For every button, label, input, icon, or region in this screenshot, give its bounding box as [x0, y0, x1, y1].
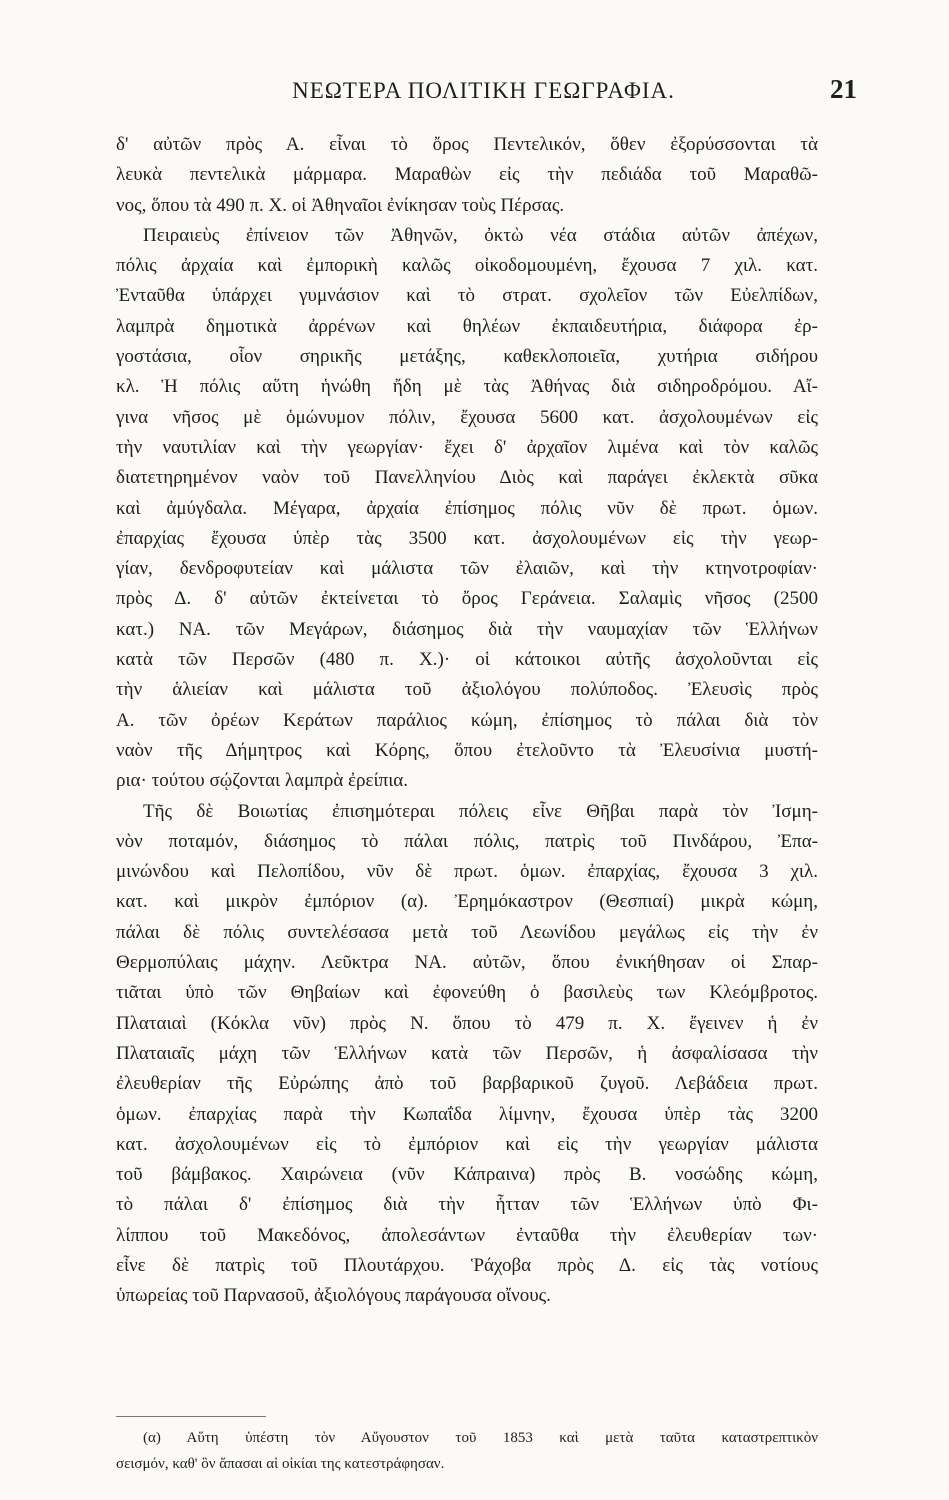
- text-line: διατετηρημένον ναὸν τοῦ Πανελληνίου Διὸς καὶ παράγει ἐκλεκτὰ σῦκα: [116, 467, 818, 489]
- text-line: νος, ὅπου τὰ 490 π. Χ. οἱ Ἀθηναῖοι ἐνίκησαν τοὺς Πέρσας.: [116, 194, 565, 216]
- text-line: κλ. Ἡ πόλις αὕτη ἡνώθη ἤδη μὲ τὰς Ἀθήνας διὰ σιδηροδρόμου. Αἴ-: [116, 376, 818, 398]
- main-text: [116, 130, 818, 1312]
- text-line: Ἐνταῦθα ὑπάρχει γυμνάσιον καὶ τὸ στρατ. σχολεῖον τῶν Εὐελπίδων,: [116, 285, 818, 307]
- text-line: Πλαταιαὶ (Κόκλα νῦν) πρὸς Ν. ὅπου τὸ 479 π. Χ. ἔγεινεν ἡ ἐν: [116, 1012, 818, 1034]
- text-line: γοστάσια, οἷον σηρικῆς μετάξης, καθεκλοποιεῖα, χυτήρια σιδήρου: [116, 346, 818, 368]
- footnote-line: (α) Αὕτη ὑπέστη τὸν Αὔγουστον τοῦ 1853 καὶ μετὰ ταῦτα καταστρεπτικὸν: [143, 1430, 818, 1446]
- page-header: [110, 74, 857, 114]
- text-line: Πειραιεὺς ἐπίνειον τῶν Ἀθηνῶν, ὀκτὼ νέα στάδια αὐτῶν ἀπέχων,: [143, 224, 818, 246]
- text-line: Πλαταιαῖς μάχη τῶν Ἑλλήνων κατὰ τῶν Περσῶν, ἡ ἀσφαλίσασα τὴν: [116, 1042, 818, 1064]
- text-line: πόλις ἀρχαία καὶ ἐμπορικὴ καλῶς οἰκοδομουμένη, ἔχουσα 7 χιλ. κατ.: [116, 255, 818, 277]
- text-line: Α. τῶν ὀρέων Κεράτων παράλιος κώμη, ἐπίσημος τὸ πάλαι διὰ τὸν: [116, 709, 818, 731]
- text-line: δ' αὐτῶν πρὸς Α. εἶναι τὸ ὄρος Πεντελικόν, ὅθεν ἐξορύσσονται τὰ: [116, 134, 818, 155]
- text-line: τιᾶται ὑπὸ τῶν Θηβαίων καὶ ἐφονεύθη ὁ βασιλεὺς των Κλεόμβροτος.: [116, 982, 818, 1004]
- text-line: τὴν ναυτιλίαν καὶ τὴν γεωργίαν· ἔχει δ' ἀρχαῖον λιμένα καὶ τὸν καλῶς: [116, 436, 818, 458]
- text-line: ἐπαρχίας ἔχουσα ὑπὲρ τὰς 3500 κατ. ἀσχολουμένων εἰς τὴν γεωρ-: [116, 527, 818, 549]
- text-line: ὑπωρείας τοῦ Παρνασοῦ, ἀξιολόγους παράγουσα οἴνους.: [116, 1285, 551, 1307]
- text-line: κατ. ἀσχολουμένων εἰς τὸ ἐμπόριον καὶ εἰς τὴν γεωργίαν μάλιστα: [116, 1133, 818, 1155]
- text-line: εἶνε δὲ πατρὶς τοῦ Πλουτάρχου. Ῥάχοβα πρὸς Δ. εἰς τὰς νοτίους: [116, 1254, 818, 1276]
- text-line: ἐλευθερίαν τῆς Εὐρώπης ἀπὸ τοῦ βαρβαρικοῦ ζυγοῦ. Λεβάδεια πρωτ.: [116, 1073, 818, 1095]
- page-number: 21: [830, 74, 857, 104]
- text-line: ὁμων. ἐπαρχίας παρὰ τὴν Κωπαΐδα λίμνην, ἔχουσα ὑπὲρ τὰς 3200: [116, 1103, 818, 1125]
- text-line: γίαν, δενδροφυτείαν καὶ μάλιστα τῶν ἐλαιῶν, καὶ τὴν κτηνοτροφίαν·: [116, 558, 818, 580]
- text-line: κατ. καὶ μικρὸν ἐμπόριον (α). Ἐρημόκαστρον (Θεσπιαί) μικρὰ κώμη,: [116, 891, 818, 913]
- text-line: λίππου τοῦ Μακεδόνος, ἀπολεσάντων ἐνταῦθα τὴν ἐλευθερίαν των·: [116, 1224, 818, 1246]
- text-line: ναὸν τῆς Δήμητρος καὶ Κόρης, ὅπου ἐτελοῦντο τὰ Ἐλευσίνια μυστή-: [116, 739, 818, 761]
- text-line: καὶ ἀμύγδαλα. Μέγαρα, ἀρχαία ἐπίσημος πόλις νῦν δὲ πρωτ. ὁμων.: [116, 497, 818, 519]
- text-line: πάλαι δὲ πόλις συντελέσασα μετὰ τοῦ Λεωνίδου μεγάλως εἰς τὴν ἐν: [116, 921, 818, 943]
- footnote-rule: [116, 1416, 266, 1417]
- text-line: λαμπρὰ δημοτικὰ ἀρρένων καὶ θηλέων ἐκπαιδευτήρια, διάφορα ἐρ-: [116, 315, 818, 337]
- text-line: ρια· τούτου σῴζονται λαμπρὰ ἐρείπια.: [116, 770, 409, 792]
- text-line: τὴν ἁλιείαν καὶ μάλιστα τοῦ ἀξιολόγου πολύποδος. Ἐλευσὶς πρὸς: [116, 679, 818, 701]
- text-line: κατ.) ΝΑ. τῶν Μεγάρων, διάσημος διὰ τὴν ναυμαχίαν τῶν Ἑλλήνων: [116, 618, 818, 640]
- running-title: ΝΕΩΤΕΡΑ ΠΟΛΙΤΙΚΗ ΓΕΩΓΡΑΦΙΑ.: [292, 78, 675, 103]
- footnote-line: σεισμόν, καθ' ὃν ἅπασαι αἱ οἰκίαι της κατεστράφησαν.: [116, 1456, 445, 1472]
- text-line: λευκὰ πεντελικὰ μάρμαρα. Μαραθὼν εἰς τὴν πεδιάδα τοῦ Μαραθῶ-: [116, 164, 818, 186]
- text-line: κατὰ τῶν Περσῶν (480 π. Χ.)· οἱ κάτοικοι αὐτῆς ἀσχολοῦνται εἰς: [116, 649, 818, 671]
- text-line: τοῦ βάμβακος. Χαιρώνεια (νῦν Κάπραινα) πρὸς Β. νοσώδης κώμη,: [116, 1164, 818, 1186]
- footnote: [116, 1425, 818, 1477]
- text-line: τὸ πάλαι δ' ἐπίσημος διὰ τὴν ἧτταν τῶν Ἑλλήνων ὑπὸ Φι-: [116, 1194, 818, 1216]
- text-line: πρὸς Δ. δ' αὐτῶν ἐκτείνεται τὸ ὄρος Γεράνεια. Σαλαμὶς νῆσος (2500: [116, 588, 818, 610]
- text-line: Τῆς δὲ Βοιωτίας ἐπισημότεραι πόλεις εἶνε Θῆβαι παρὰ τὸν Ἰσμη-: [143, 800, 818, 822]
- text-line: νὸν ποταμόν, διάσημος τὸ πάλαι πόλις, πατρὶς τοῦ Πινδάρου, Ἐπα-: [116, 830, 818, 852]
- text-line: μινώνδου καὶ Πελοπίδου, νῦν δὲ πρωτ. ὁμων. ἐπαρχίας, ἔχουσα 3 χιλ.: [116, 861, 818, 883]
- text-line: γινα νῆσος μὲ ὁμώνυμον πόλιν, ἔχουσα 5600 κατ. ἀσχολουμένων εἰς: [116, 406, 818, 428]
- text-line: Θερμοπύλαις μάχην. Λεῦκτρα ΝΑ. αὐτῶν, ὅπου ἐνικήθησαν οἱ Σπαρ-: [116, 952, 818, 974]
